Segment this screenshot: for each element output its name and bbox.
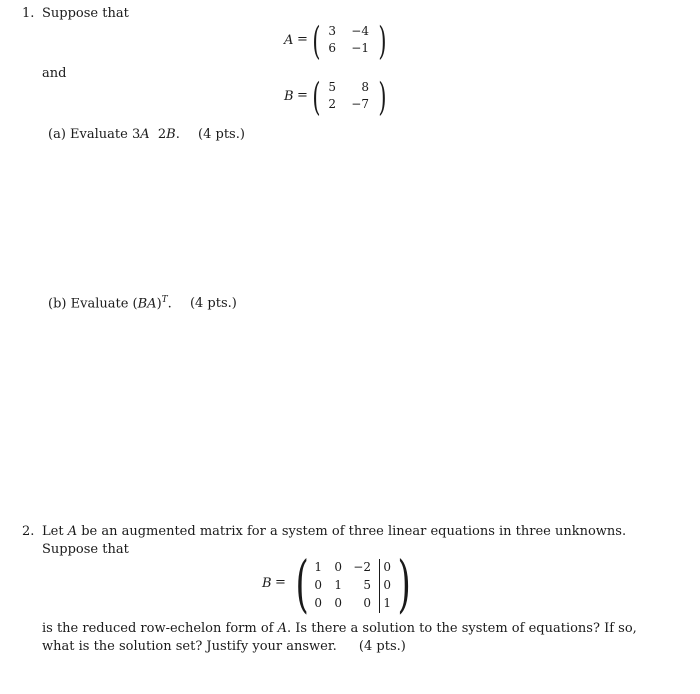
part-b-label: (b) — [48, 296, 67, 312]
problem-2-line-3-var-a: A — [277, 621, 287, 636]
matrix-a-label: A — [284, 33, 294, 48]
part-a-var-b: B — [166, 127, 176, 142]
matrix-b-cell: 8 — [361, 80, 369, 94]
problem-1-intro: Suppose that — [42, 6, 129, 21]
aug-matrix-cell: 1 — [334, 578, 342, 592]
matrix-b-equals: = — [297, 88, 308, 103]
and-text: and — [42, 66, 67, 81]
matrix-a-cell: 6 — [328, 41, 336, 55]
problem-2-line-3 — [42, 621, 637, 636]
problem-2-points: (4 pts.) — [358, 639, 406, 654]
problem-2-line-3-post: . Is there a solution to the system of equations? If so, — [286, 621, 637, 636]
matrix-a-equals: = — [297, 32, 308, 47]
problem-2-var-a: A — [67, 524, 78, 539]
aug-matrix-cell: 1 — [314, 560, 322, 574]
matrix-a-cell: −1 — [351, 41, 369, 55]
part-a-label: (a) — [48, 127, 66, 142]
matrix-b-cell: −7 — [351, 97, 369, 111]
aug-matrix-cell: 0 — [334, 596, 342, 610]
matrix-b-label: B — [284, 89, 294, 104]
aug-matrix-equals: = — [275, 575, 286, 590]
problem-2-number: 2. — [22, 524, 35, 539]
problem-2-line-1-pre: Let — [42, 524, 68, 539]
matrix-b-right-paren: ) — [378, 75, 387, 119]
matrix-a-cell: 3 — [328, 24, 336, 38]
aug-matrix-cell: 0 — [314, 596, 322, 610]
part-b-expr: BA — [137, 296, 157, 312]
matrix-a-left-paren: ( — [312, 19, 321, 63]
matrix-b-left-paren: ( — [312, 75, 321, 119]
part-a-var-a: A — [140, 127, 150, 142]
matrix-b-cell: 2 — [328, 97, 336, 111]
aug-matrix-cell: 0 — [363, 596, 371, 610]
part-b-period: . — [167, 296, 172, 312]
problem-2-line-1 — [42, 524, 626, 539]
aug-matrix-left-paren: ( — [295, 547, 309, 620]
problem-2-line-3-pre: is the reduced row-echelon form of — [42, 621, 278, 636]
matrix-a-right-paren: ) — [378, 19, 387, 63]
part-a-gap: 2 — [149, 127, 167, 142]
part-b-points: (4 pts.) — [189, 296, 237, 312]
problem-1-number: 1. — [22, 6, 35, 21]
part-a-points: (4 pts.) — [198, 127, 245, 142]
aug-matrix-cell: 5 — [363, 578, 371, 592]
matrix-b-cell: 5 — [328, 80, 336, 94]
aug-matrix-cell: 0 — [383, 560, 391, 574]
part-a-text: Evaluate 3 — [70, 127, 141, 142]
part-b-close: ) — [156, 296, 162, 312]
aug-matrix-cell: 0 — [334, 560, 342, 574]
aug-matrix-label: B — [262, 576, 272, 591]
part-b — [48, 295, 237, 311]
problem-2-line-1-post: be an augmented matrix for a system of three linear equations in three unknowns. — [77, 524, 627, 539]
aug-matrix-divider — [379, 559, 380, 613]
part-a-period: . — [175, 127, 180, 142]
matrix-a-cell: −4 — [351, 24, 369, 38]
part-b-text: Evaluate ( — [70, 296, 138, 312]
aug-matrix-cell: 0 — [314, 578, 322, 592]
aug-matrix-cell: −2 — [353, 560, 371, 574]
part-a — [48, 127, 245, 142]
problem-2-line-2: Suppose that — [42, 542, 129, 557]
aug-matrix-cell: 0 — [383, 578, 391, 592]
part-b-transpose: T — [161, 295, 168, 305]
aug-matrix-cell: 1 — [383, 596, 391, 610]
problem-2-line-4 — [42, 639, 406, 654]
problem-2-line-4-text: what is the solution set? Justify your answer. — [42, 639, 337, 654]
aug-matrix-right-paren: ) — [397, 547, 411, 620]
